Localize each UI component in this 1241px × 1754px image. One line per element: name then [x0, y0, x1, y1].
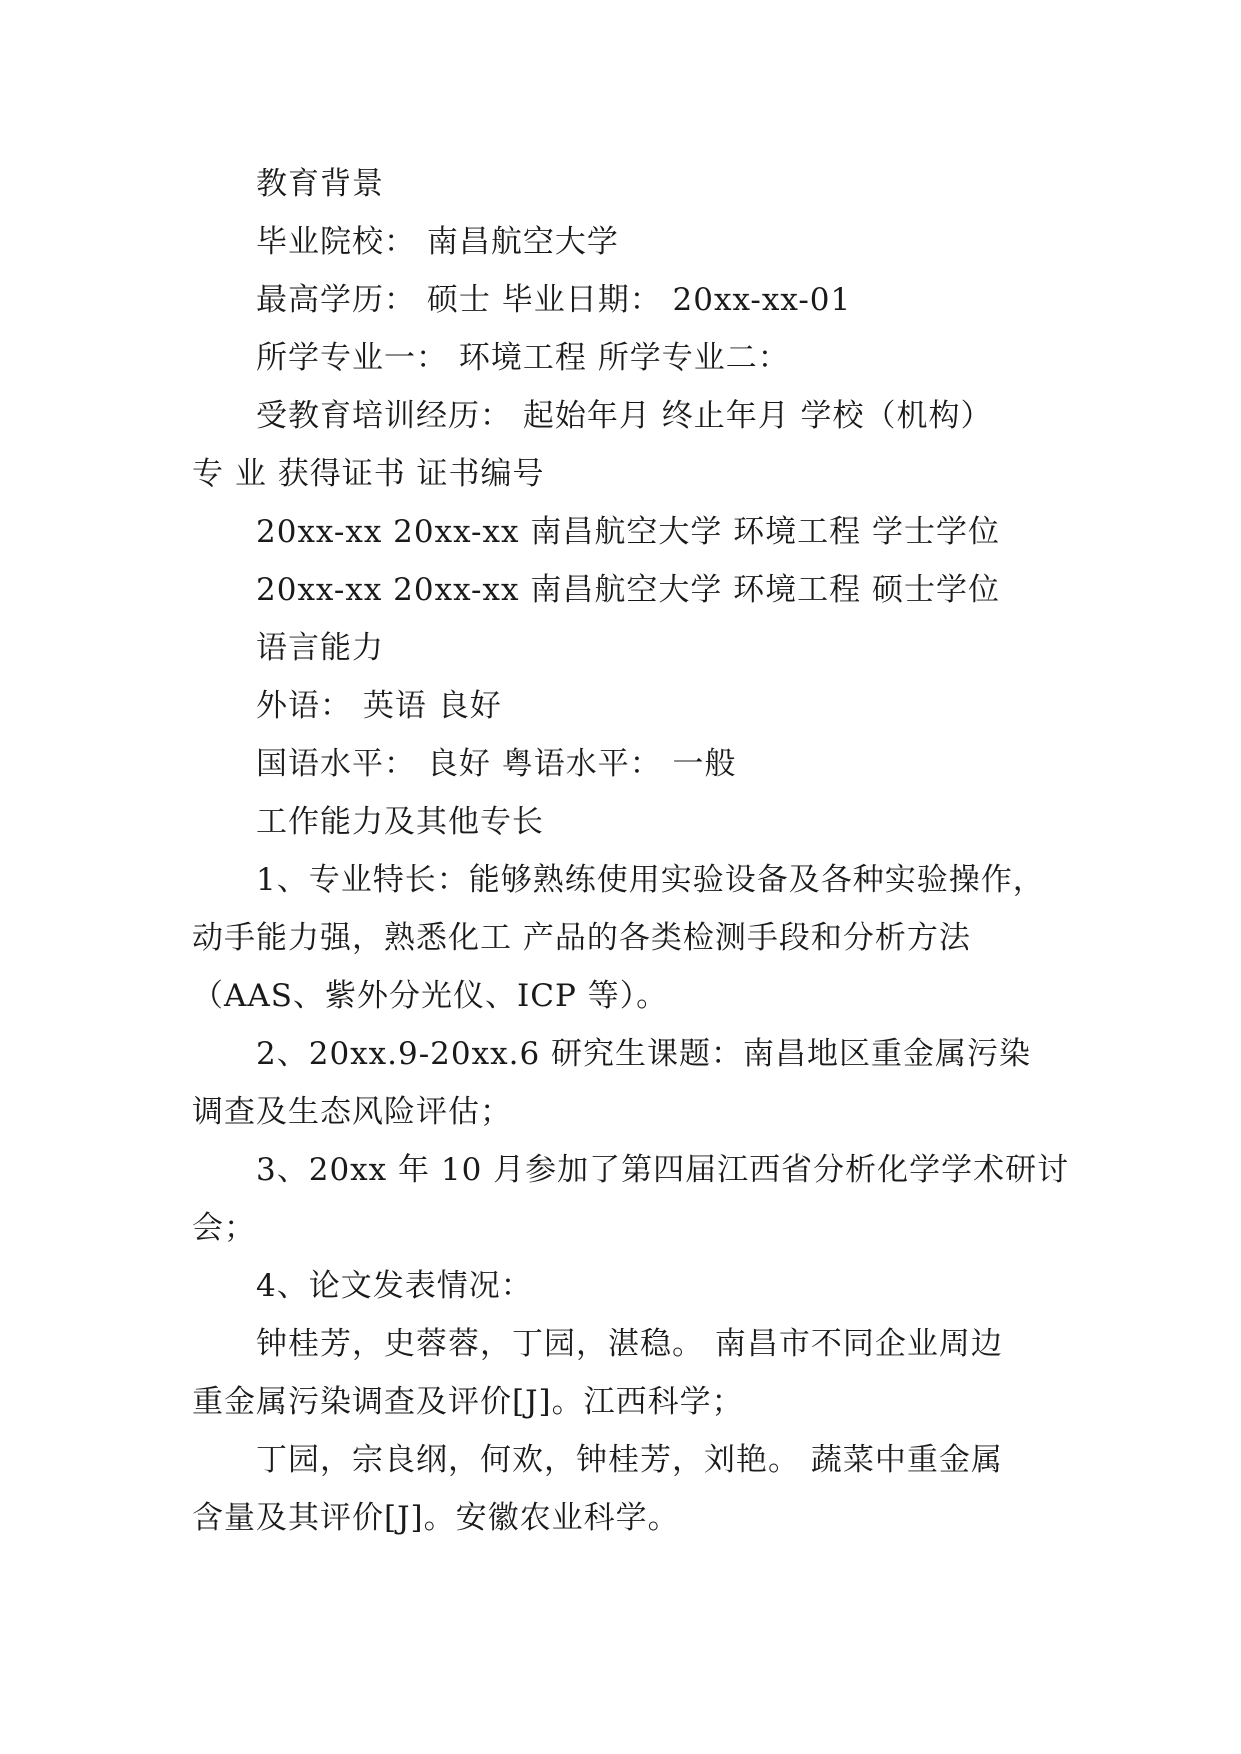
text-line: 最高学历： 硕士 毕业日期： 20xx-xx-01 — [256, 282, 852, 318]
text-line: 4、论文发表情况： — [256, 1268, 533, 1304]
text-line: 国语水平： 良好 粤语水平： 一般 — [256, 746, 737, 782]
text-line: 所学专业一： 环境工程 所学专业二： — [256, 340, 790, 376]
text-line: 重金属污染调查及评价[J]。江西科学； — [192, 1384, 744, 1420]
text-line: 专 业 获得证书 证书编号 — [192, 456, 545, 492]
text-line: 调查及生态风险评估； — [192, 1094, 512, 1130]
text-line: 含量及其评价[J]。安徽农业科学。 — [192, 1500, 680, 1536]
text-line: 丁园，宗良纲，何欢，钟桂芳，刘艳。 蔬菜中重金属 — [256, 1442, 1003, 1478]
text-line: 钟桂芳，史蓉蓉，丁园，湛稳。 南昌市不同企业周边 — [256, 1326, 1003, 1362]
text-line: 外语： 英语 良好 — [256, 688, 502, 724]
text-line: 毕业院校： 南昌航空大学 — [256, 224, 619, 260]
text-line: 3、20xx 年 10 月参加了第四届江西省分析化学学术研讨 — [256, 1152, 1070, 1188]
text-line: 受教育培训经历： 起始年月 终止年月 学校（机构） — [256, 398, 993, 434]
text-line: 1、专业特长：能够熟练使用实验设备及各种实验操作， — [256, 862, 1045, 898]
section-heading-skills: 工作能力及其他专长 — [256, 804, 544, 840]
section-heading-language: 语言能力 — [256, 630, 384, 666]
text-line: 2、20xx.9-20xx.6 研究生课题：南昌地区重金属污染 — [256, 1036, 1032, 1072]
text-line: （AAS、紫外分光仪、ICP 等）。 — [192, 978, 669, 1014]
section-heading-education: 教育背景 — [256, 166, 384, 202]
text-line: 20xx-xx 20xx-xx 南昌航空大学 环境工程 学士学位 — [256, 514, 1001, 550]
text-line: 20xx-xx 20xx-xx 南昌航空大学 环境工程 硕士学位 — [256, 572, 1001, 608]
text-line: 动手能力强，熟悉化工 产品的各类检测手段和分析方法 — [192, 920, 971, 956]
text-line: 会； — [192, 1210, 256, 1246]
